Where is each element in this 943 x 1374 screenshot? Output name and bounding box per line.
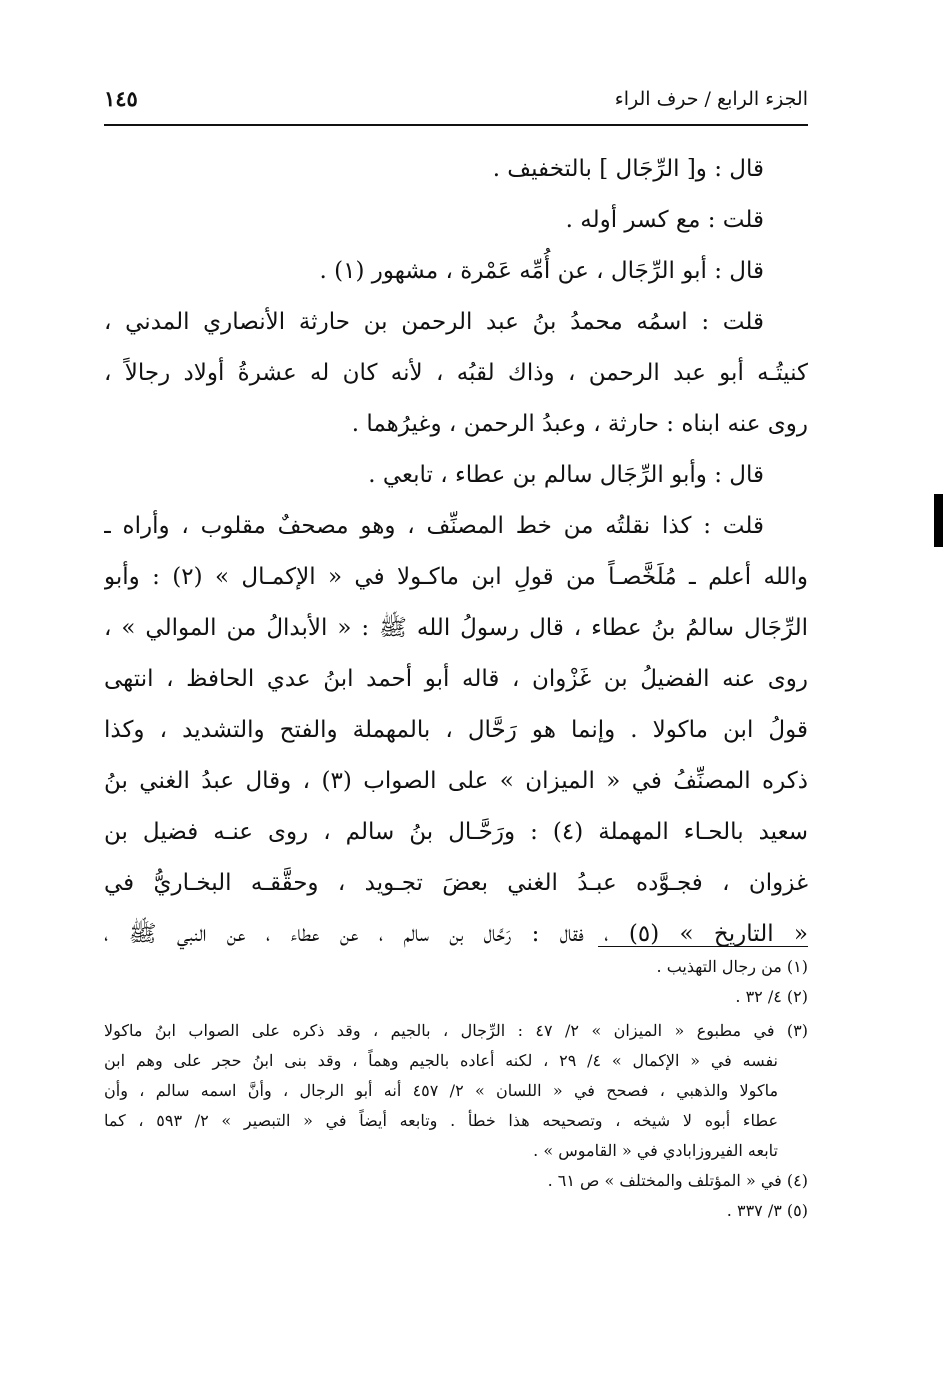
- footnote-3-line-4: عطاء أبوه لا شيخه ، وتصحيحه هذا خطأ . وتابعه أيضاً في « التبصير » ٢/ ٥٩٣ ، كما: [104, 1111, 778, 1130]
- main-text: [104, 144, 808, 960]
- footnote-3-line-5: تابعه الفيروزابادي في « القاموس » .: [533, 1141, 778, 1160]
- text-line-13: ذكره المصنِّفُ في « الميزان » على الصواب (٣) ، وقال عبدُ الغني بنُ: [104, 768, 808, 794]
- page-header: [104, 82, 808, 118]
- footnote-3-line-2: نفسه في « الإكمال » ٤/ ٢٩ ، لكنه أعاده بالجيم وهماً ، وقد بنى ابنُ حجر على وهم ابن: [104, 1051, 779, 1070]
- text-line-2: قلت : مع كسر أوله .: [565, 207, 764, 233]
- text-line-1: قال : و[ الرِّجَال ] بالتخفيف .: [492, 156, 764, 182]
- text-line-4: قلت : اسمُه محمدُ بنُ عبد الرحمن بن حارثة الأنصاري المدني ،: [104, 309, 764, 335]
- text-line-14: سعيد بالحـاء المهملة (٤) : ورَحَّـال بنُ سالم ، روى عنـه فضيل بن: [104, 819, 808, 845]
- text-line-8: قلت : كذا نقلتُه من خط المصنِّف ، وهو مصحفٌ مقلوب ، وأراه ـ: [104, 513, 764, 539]
- text-line-11: روى عنه الفضيلُ بن غَزْوان ، قاله أبو أحمد ابنُ عدي الحافظ ، انتهى: [104, 666, 808, 692]
- text-line-6: روى عنه ابناه : حارثة ، وعبدُ الرحمن ، وغيرُهما .: [351, 411, 808, 437]
- text-line-3: قال : أبو الرِّجَال ، عن أُمِّه عَمْرة ، مشهور (١) .: [319, 258, 764, 284]
- footnote-1: (١) من رجال التهذيب .: [656, 957, 808, 976]
- text-line-7: قال : وأبو الرِّجَال سالم بن عطاء ، تابعي .: [368, 462, 764, 488]
- page-number: ١٤٥: [104, 86, 138, 111]
- footnote-4: (٤) في « المؤتلف والمختلف » ص ٦١ .: [547, 1171, 808, 1190]
- text-line-10: الرِّجَال سالمُ بنُ عطاء ، قال رسولُ الله ﷺ : « الأبدالُ من الموالي » ،: [104, 615, 808, 641]
- header-rule: [104, 124, 808, 126]
- text-line-12: قولُ ابن ماكولا . وإنما هو رَحَّال ، بالمهملة والفتح والتشديد ، وكذا: [104, 717, 808, 743]
- text-line-5: كنيتُـه أبو عبد الرحمن ، وذاك لقبُه ، لأنه كان له عشرةُ أولاد رجالاً ،: [104, 360, 808, 386]
- footnotes: [104, 952, 808, 1226]
- footnote-2: (٢) ٤/ ٣٢ .: [735, 987, 808, 1006]
- text-line-16: « التاريخ » (٥) ، فقال : رَحَّال بن سالم ، عن عطاء ، عن النبي ﷺ ،: [104, 921, 808, 947]
- running-title: الجزء الرابع / حرف الراء: [614, 88, 808, 110]
- footnote-separator: [598, 946, 808, 947]
- footnote-3: (٣) في مطبوع « الميزان » ٢/ ٤٧ : الرِّجال ، بالجيم ، وقد ذكره على الصواب ابنُ ماكولا: [104, 1021, 808, 1040]
- page-edge-mark: [934, 494, 943, 547]
- text-line-15: غزوان ، فجـوَّده عبـدُ الغني بعضَ تجـويد ، وحقَّقـه البخـاريُّ في: [104, 870, 808, 896]
- text-line-9: والله أعلم ـ مُلَخَّصـاً من قولِ ابن ماكـولا في « الإكمـال » (٢) : وأبو: [104, 564, 808, 590]
- footnote-3-line-3: ماكولا والذهبي ، فصحح في « اللسان » ٢/ ٤٥٧ أنه أبو الرجال ، وأنَّ اسمه سالم ، وأن: [104, 1081, 779, 1100]
- footnote-5: (٥) ٣/ ٣٣٧ .: [726, 1201, 808, 1220]
